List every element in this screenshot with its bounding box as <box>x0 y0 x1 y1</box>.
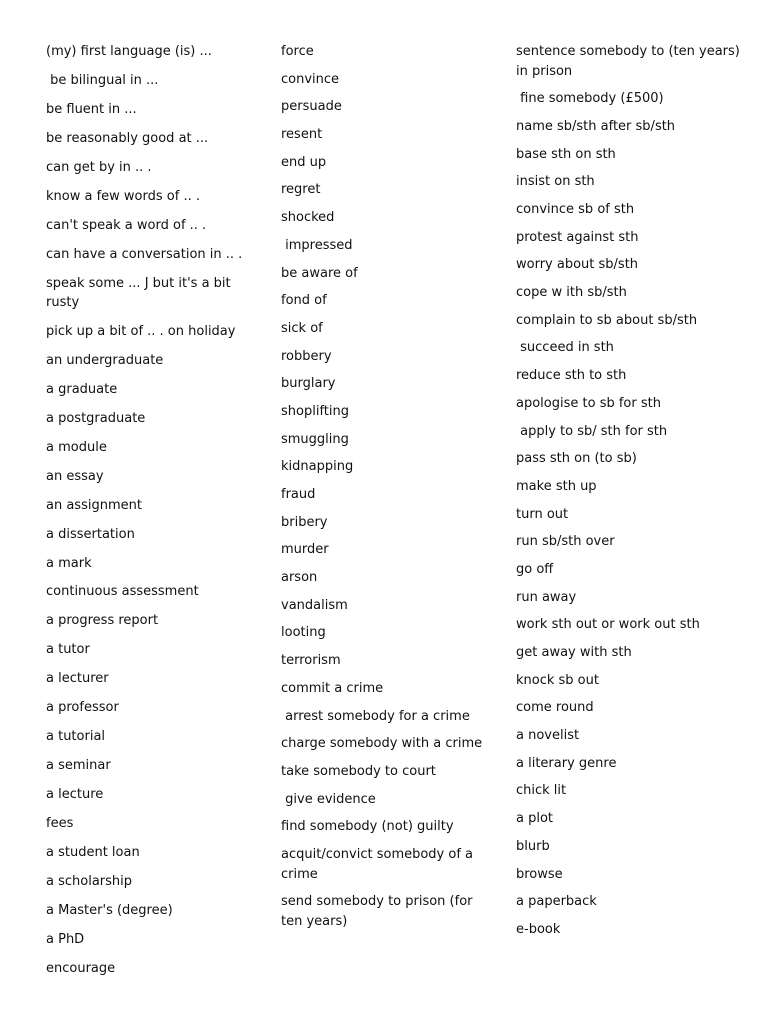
vocabulary-entry: chick lit <box>516 783 567 799</box>
vocabulary-entry: a lecturer <box>46 671 109 687</box>
vocabulary-entry: impressed <box>281 237 353 253</box>
vocabulary-entry: blurb <box>516 838 550 854</box>
vocabulary-entry: succeed in sth <box>516 340 614 356</box>
vocabulary-entry: be fluent in ... <box>46 101 137 117</box>
vocabulary-entry: base sth on sth <box>516 146 616 162</box>
vocabulary-entry: insist on sth <box>516 174 595 190</box>
vocabulary-entry: a progress report <box>46 613 159 629</box>
vocabulary-entry: commit a crime <box>281 680 384 696</box>
vocabulary-entry: an essay <box>46 468 104 484</box>
vocabulary-entry: resent <box>281 127 323 143</box>
vocabulary-entry: persuade <box>281 99 342 115</box>
vocabulary-entry: give evidence <box>281 791 376 807</box>
vocabulary-entry: name sb/sth after sb/sth <box>516 118 676 134</box>
vocabulary-entry: looting <box>281 625 326 641</box>
vocabulary-entry: terrorism <box>281 653 341 669</box>
vocabulary-entry: pick up a bit of .. . on holiday <box>46 324 236 340</box>
vocabulary-entry: get away with sth <box>516 645 632 661</box>
vocabulary-entry: arson <box>281 570 318 586</box>
vocabulary-entry: shocked <box>281 210 335 226</box>
vocabulary-entry: go off <box>516 561 554 577</box>
vocabulary-entry: regret <box>281 182 321 198</box>
vocabulary-entry: run sb/sth over <box>516 534 615 550</box>
vocabulary-entry: a seminar <box>46 758 111 774</box>
vocabulary-entry: sentence somebody to (ten years) in prison <box>516 44 745 79</box>
vocabulary-entry: a mark <box>46 555 92 571</box>
vocabulary-entry: a tutorial <box>46 729 106 745</box>
vocabulary-entry: a dissertation <box>46 526 135 542</box>
vocabulary-entry: a student loan <box>46 844 140 860</box>
vocabulary-entry: fond of <box>281 293 327 309</box>
vocabulary-entry: complain to sb about sb/sth <box>516 312 698 328</box>
vocabulary-entry: browse <box>516 866 563 882</box>
vocabulary-entry: charge somebody with a crime <box>281 736 483 752</box>
vocabulary-entry: convince sb of sth <box>516 202 635 218</box>
vocabulary-entry: fees <box>46 815 74 831</box>
vocabulary-entry: a professor <box>46 700 119 716</box>
vocabulary-entry: make sth up <box>516 478 597 494</box>
vocabulary-entry: convince <box>281 71 340 87</box>
vocabulary-entry: continuous assessment <box>46 584 199 600</box>
vocabulary-entry: e-book <box>516 921 561 937</box>
vocabulary-column-3 <box>516 42 746 948</box>
vocabulary-entry: a PhD <box>46 931 85 947</box>
vocabulary-entry: be reasonably good at ... <box>46 130 209 146</box>
vocabulary-entry: apply to sb/ sth for sth <box>516 423 668 439</box>
vocabulary-column-1 <box>46 42 264 988</box>
vocabulary-entry: pass sth on (to sb) <box>516 451 637 467</box>
vocabulary-entry: fraud <box>281 487 316 502</box>
vocabulary-entry: a graduate <box>46 381 118 397</box>
vocabulary-entry: can't speak a word of .. . <box>46 217 207 233</box>
vocabulary-entry: a novelist <box>516 728 580 744</box>
vocabulary-entry: find somebody (not) guilty <box>281 819 454 835</box>
vocabulary-entry: a tutor <box>46 642 90 658</box>
vocabulary-entry: run away <box>516 589 577 605</box>
vocabulary-entry: a Master's (degree) <box>46 902 173 918</box>
vocabulary-entry: apologise to sb for sth <box>516 395 661 411</box>
vocabulary-column-2 <box>281 42 491 940</box>
vocabulary-entry: can get by in .. . <box>46 159 152 175</box>
vocabulary-entry: be aware of <box>281 265 358 281</box>
vocabulary-entry: a postgraduate <box>46 410 146 426</box>
vocabulary-entry: a module <box>46 439 107 455</box>
vocabulary-entry: kidnapping <box>281 459 354 475</box>
vocabulary-entry: force <box>281 44 314 59</box>
vocabulary-entry: turn out <box>516 506 569 522</box>
vocabulary-entry: a paperback <box>516 894 597 910</box>
vocabulary-entry: acquit/convict somebody of a crime <box>281 846 478 882</box>
vocabulary-entry: take somebody to court <box>281 763 436 779</box>
vocabulary-entry: vandalism <box>281 597 348 613</box>
vocabulary-entry: smuggling <box>281 431 349 447</box>
vocabulary-entry: a plot <box>516 811 554 827</box>
vocabulary-entry: knock sb out <box>516 672 599 688</box>
vocabulary-entry: reduce sth to sth <box>516 368 627 384</box>
vocabulary-entry: come round <box>516 700 594 716</box>
vocabulary-entry: a scholarship <box>46 873 133 889</box>
vocabulary-entry: an undergraduate <box>46 352 164 368</box>
vocabulary-entry: be bilingual in ... <box>46 72 159 88</box>
vocabulary-entry: burglary <box>281 376 336 392</box>
vocabulary-entry: cope w ith sb/sth <box>516 285 627 301</box>
vocabulary-entry: end up <box>281 154 327 170</box>
vocabulary-entry: robbery <box>281 348 332 364</box>
vocabulary-entry: work sth out or work out sth <box>516 617 700 633</box>
vocabulary-entry: know a few words of .. . <box>46 188 200 204</box>
vocabulary-entry: an assignment <box>46 497 142 513</box>
vocabulary-entry: can have a conversation in .. . <box>46 246 243 262</box>
vocabulary-entry: speak some ... J but it's a bit rusty <box>46 275 235 311</box>
vocabulary-entry: arrest somebody for a crime <box>281 708 470 724</box>
vocabulary-entry: worry about sb/sth <box>516 257 639 273</box>
vocabulary-entry: sick of <box>281 320 323 336</box>
vocabulary-entry: shoplifting <box>281 403 349 419</box>
vocabulary-entry: send somebody to prison (for ten years) <box>281 894 477 929</box>
vocabulary-entry: fine somebody (£500) <box>516 91 664 107</box>
vocabulary-entry: bribery <box>281 514 328 530</box>
vocabulary-entry: (my) first language (is) ... <box>46 44 212 59</box>
vocabulary-entry: protest against sth <box>516 229 639 245</box>
vocabulary-entry: a literary genre <box>516 755 617 771</box>
vocabulary-entry: murder <box>281 542 329 558</box>
vocabulary-entry: encourage <box>46 960 116 976</box>
vocabulary-entry: a lecture <box>46 787 104 803</box>
